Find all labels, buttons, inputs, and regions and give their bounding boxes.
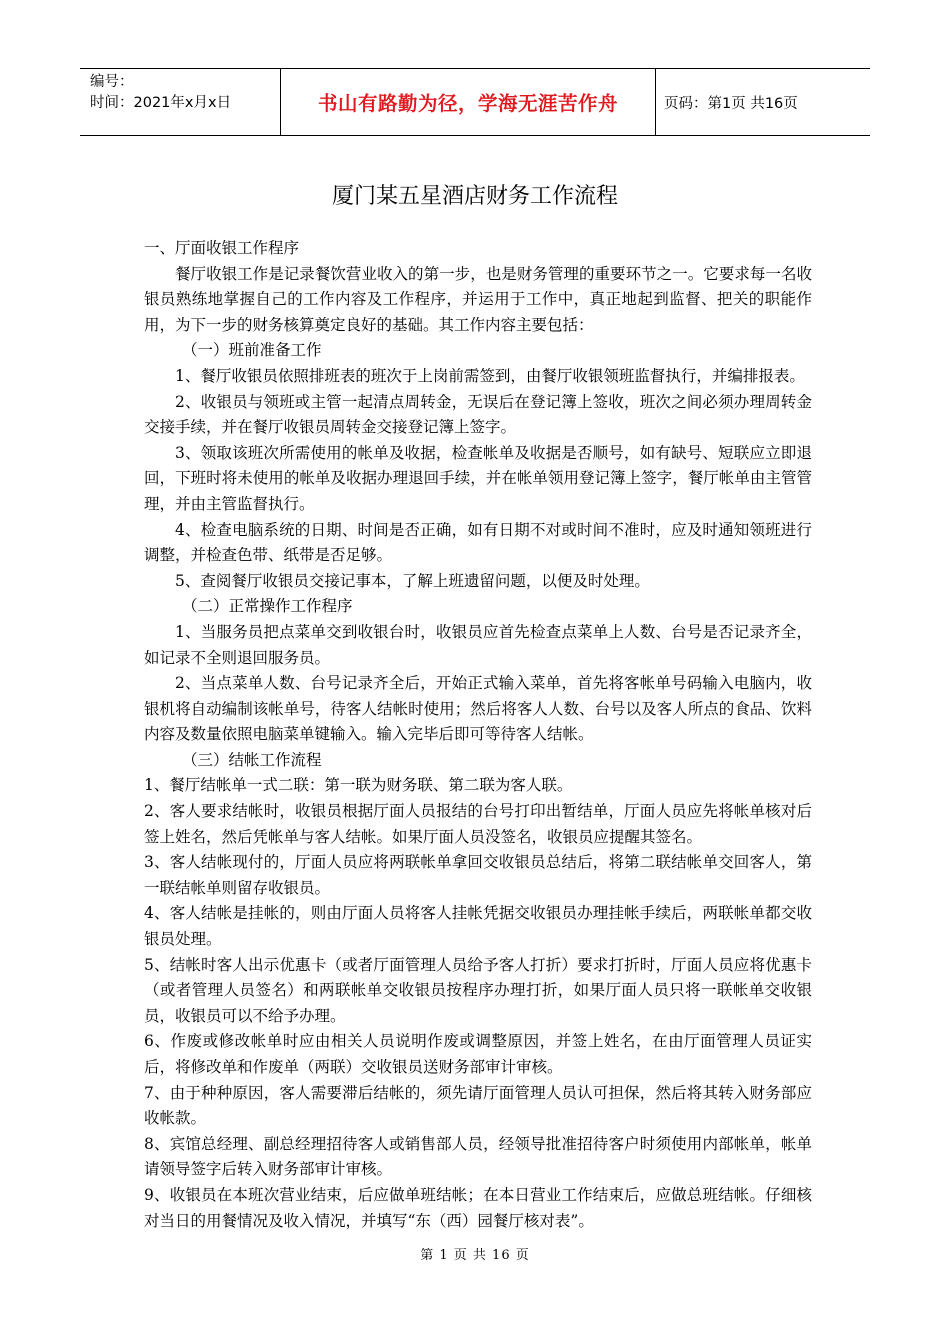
document-code-label: 编号：: [90, 74, 134, 90]
subsection-heading: （三）结帐工作流程: [182, 750, 322, 769]
list-item: 3、客人结帐现付的，厅面人员应将两联帐单拿回交收银员总结后，将第二联结帐单交回客人，第一联结帐单则留存收银员。: [144, 853, 812, 897]
section-heading: 一、厅面收银工作程序: [144, 239, 300, 257]
page-footer: 第 1 页 共 16 页: [420, 1248, 530, 1263]
header-motto-cell: [280, 69, 656, 135]
list-item: 5、结帐时客人出示优惠卡（或者厅面管理人员给予客人打折）要求打折时，厅面人员应将优惠卡（或者管理人员签名）和两联帐单交收银员按程序办理打折，如果厅面人员只将一联帐单交收银员，收银员可以不给予办理。: [144, 955, 812, 1025]
list-item: 3、领取该班次所需使用的帐单及收据，检查帐单及收据是否顺号，如有缺号、短联应立即退回，下班时将未使用的帐单及收据办理退回手续，并在帐单领用登记簿上签字，餐厅帐单由主管管理，并由主管监督执行。: [144, 443, 812, 513]
header-left-cell: [80, 69, 280, 135]
list-item: 4、检查电脑系统的日期、时间是否正确，如有日期不对或时间不准时，应及时通知领班进行调整，并检查色带、纸带是否足够。: [144, 520, 812, 565]
list-item: 2、客人要求结帐时，收银员根据厅面人员报结的台号打印出暂结单，厅面人员应先将帐单核对后签上姓名，然后凭帐单与客人结帐。如果厅面人员没签名，收银员应提醒其签名。: [144, 802, 812, 846]
list-item: 5、查阅餐厅收银员交接记事本，了解上班遗留问题，以便及时处理。: [175, 571, 650, 590]
header-page-info: 页码：第1页 共16页: [664, 95, 798, 112]
list-item: 1、餐厅收银员依照排班表的班次于上岗前需签到，由餐厅收银领班监督执行，并编排报表。: [175, 366, 805, 385]
subsection-heading: （二）正常操作工作程序: [182, 597, 353, 616]
subsection-heading: （一）班前准备工作: [182, 341, 322, 360]
list-item: 8、宾馆总经理、副总经理招待客人或销售部人员，经领导批准招待客户时须使用内部帐单，帐单请领导签字后转入财务部审计审核。: [144, 1134, 812, 1179]
header-motto: 书山有路勤为径，学海无涯苦作舟: [317, 92, 618, 115]
list-item: 4、客人结帐是挂帐的，则由厅面人员将客人挂帐凭据交收银员办理挂帐手续后，两联帐单都交收银员处理。: [144, 904, 812, 949]
document-title: 厦门某五星酒店财务工作流程: [331, 184, 618, 209]
intro-paragraph: 餐厅收银工作是记录餐饮营业收入的第一步，也是财务管理的重要环节之一。它要求每一名收银员熟练地掌握自己的工作内容及工作程序，并运用于工作中，真正地起到监督、把关的职能作用，为下一步的财务核算奠定良好的基础。其工作内容主要包括：: [144, 264, 812, 334]
list-item: 6、作废或修改帐单时应由相关人员说明作废或调整原因，并签上姓名，在由厅面管理人员证实后，将修改单和作废单（两联）交收银员送财务部审计审核。: [144, 1032, 812, 1076]
header-page-cell: [656, 69, 870, 135]
header-table: [80, 68, 870, 136]
list-item: 2、收银员与领班或主管一起清点周转金，无误后在登记簿上签收，班次之间必须办理周转金交接手续，并在餐厅收银员周转金交接登记簿上签字。: [144, 392, 812, 437]
list-item: 7、由于种种原因，客人需要滞后结帐的，须先请厅面管理人员认可担保，然后将其转入财务部应收帐款。: [144, 1083, 812, 1128]
list-item: 9、收银员在本班次营业结束，后应做单班结帐；在本日营业工作结束后，应做总班结帐。仔细核对当日的用餐情况及收入情况，并填写“东（西）园餐厅核对表”。: [144, 1185, 812, 1230]
document-date: 时间：2021年x月x日: [90, 95, 232, 111]
list-item: 2、当点菜单人数、台号记录齐全后，开始正式输入菜单，首先将客帐单号码输入电脑内，收银机将自动编制该帐单号，待客人结帐时使用；然后将客人人数、台号以及客人所点的食品、饮料内容及数量依照电脑菜单键输入。输入完毕后即可等待客人结帐。: [144, 674, 812, 744]
list-item: 1、餐厅结帐单一式二联：第一联为财务联、第二联为客人联。: [144, 776, 573, 795]
document-body: [144, 236, 812, 1234]
list-item: 1、当服务员把点菜单交到收银台时，收银员应首先检查点菜单上人数、台号是否记录齐全，如记录不全则退回服务员。: [144, 622, 812, 667]
